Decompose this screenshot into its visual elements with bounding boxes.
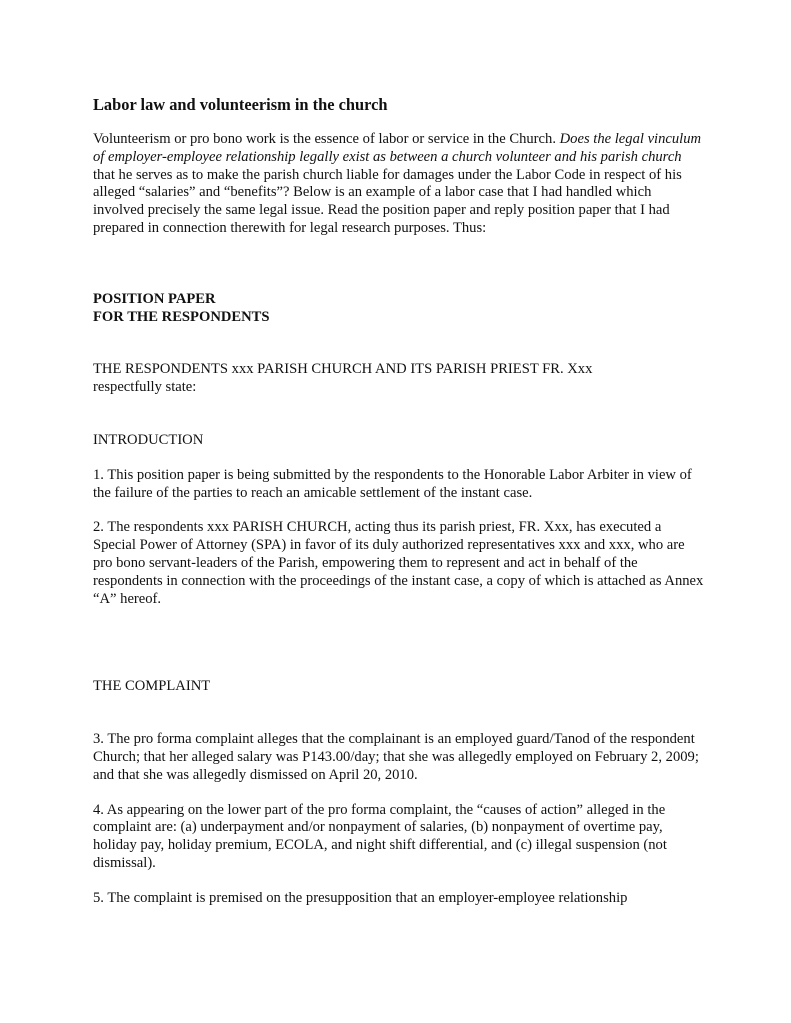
intro-italic-question: Does the legal vinculum of employer-employee relationship legally exist as between a church volunteer and his parish church [93,131,702,165]
document-title: Labor law and volunteerism in the church [93,95,388,114]
paragraph-4: 4. As appearing on the lower part of the pro forma complaint, the “causes of action” alleged in the complaint are: (a) underpayment and/or nonpayment of salaries, (b) nonpayment of overtime pay, holiday pay, holiday premium, ECOLA, and night shift differential, and (c) illegal suspension (not dismissal). [93,801,667,871]
respondents-line2: respectfully state: [93,379,197,396]
intro-text-part1: Volunteerism or pro bono work is the essence of labor or service in the Church. [93,131,560,147]
document-page [93,95,705,908]
respondents-line1: THE RESPONDENTS xxx PARISH CHURCH AND ITS PARISH PRIEST FR. Xxx [93,361,593,378]
heading-line1: POSITION PAPER [93,290,216,307]
heading-line2: FOR THE RESPONDENTS [93,308,270,325]
intro-paragraph [93,131,705,238]
paragraph-5: 5. The complaint is premised on the presupposition that an employer-employee relationship [93,889,628,906]
position-paper-heading [93,291,705,327]
respondents-statement [93,361,705,397]
section-heading-complaint: THE COMPLAINT [93,678,211,695]
section-heading-introduction: INTRODUCTION [93,431,204,448]
intro-text-part2: that he serves as to make the parish church liable for damages under the Labor Code in respect of his alleged “salaries” and “benefits”? Below is an example of a labor case that I had handled which involved precisely the same legal issue. Read the position paper and reply position paper that I had prepared in connection therewith for legal research purposes. Thus: [93,166,682,236]
paragraph-2: 2. The respondents xxx PARISH CHURCH, acting thus its parish priest, FR. Xxx, has executed a Special Power of Attorney (SPA) in favor of its duly authorized representatives xxx and xxx, who are pro bono servant-leaders of the Parish, empowering them to represent and act in behalf of the respondents in connection with the proceedings of the instant case, a copy of which is attached as Annex “A” hereof. [93,519,704,607]
paragraph-1: 1. This position paper is being submitted by the respondents to the Honorable Labor Arbiter in view of the failure of the parties to reach an amicable settlement of the instant case. [93,466,692,501]
paragraph-3: 3. The pro forma complaint alleges that the complainant is an employed guard/Tanod of the respondent Church; that her alleged salary was P143.00/day; that she was allegedly employed on February 2, 2009; and that she was allegedly dismissed on April 20, 2010. [93,731,699,783]
